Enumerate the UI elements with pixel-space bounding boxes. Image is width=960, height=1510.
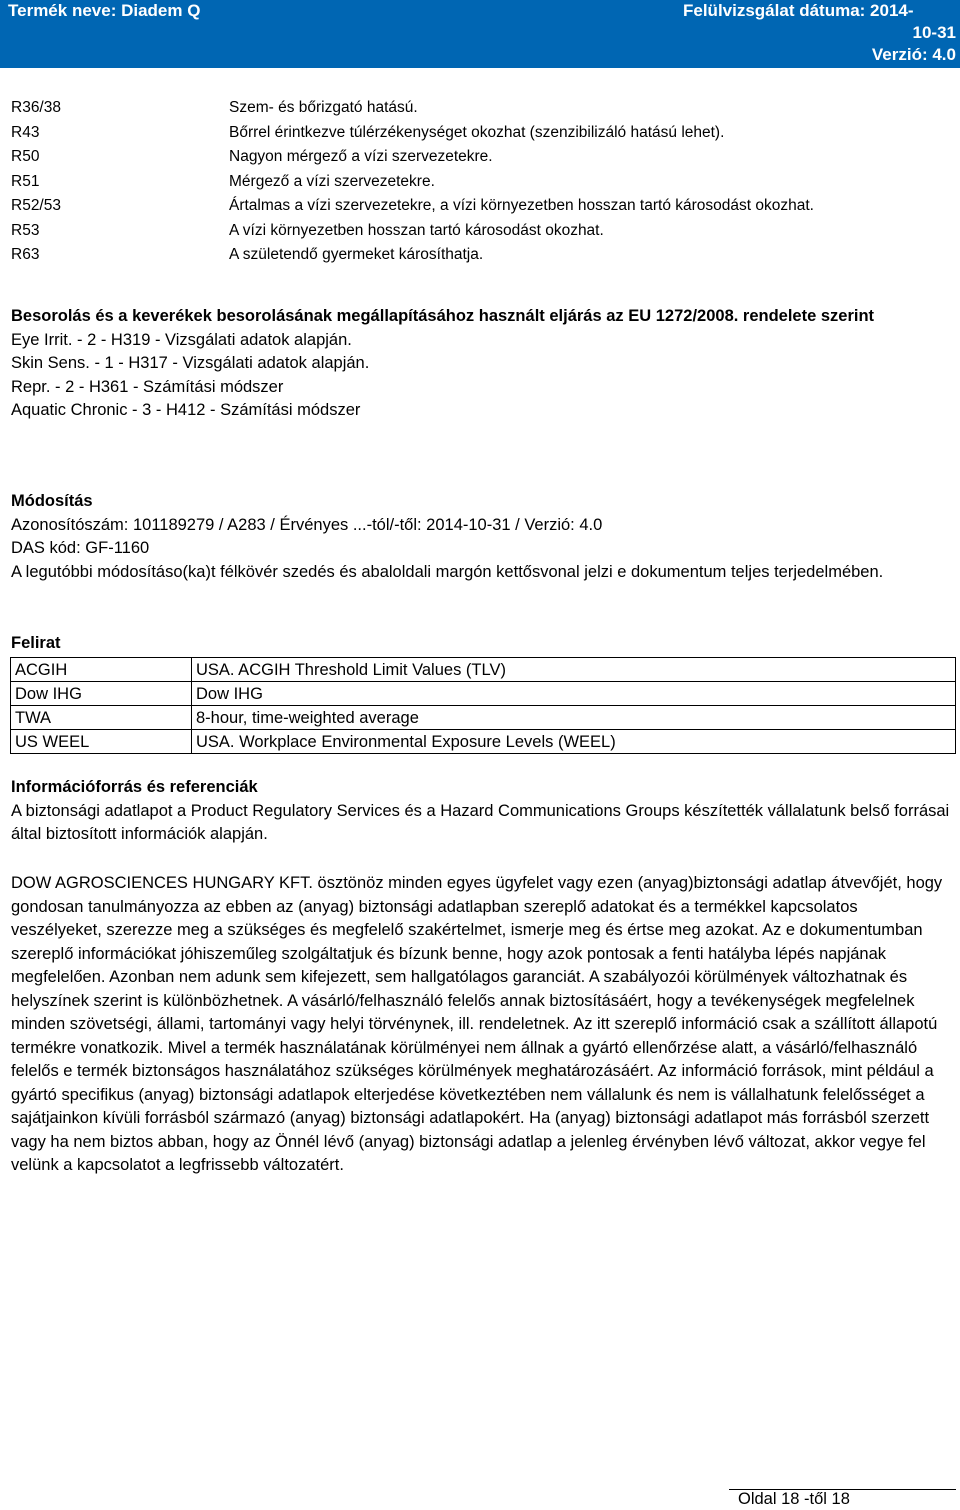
table-row [11, 658, 956, 682]
r-phrase-code: R63 [11, 246, 40, 263]
abbr-cell: US WEEL [11, 730, 192, 754]
r-phrase-row [11, 194, 951, 219]
meaning-cell: USA. Workplace Environmental Exposure Levels (WEEL) [192, 730, 956, 754]
r-phrase-text: A születendő gyermeket károsíthatja. [229, 246, 484, 263]
r-phrase-row [11, 121, 951, 146]
das-code: DAS kód: GF-1160 [11, 539, 150, 557]
table-row [11, 682, 956, 706]
r-phrase-row [11, 243, 951, 268]
r-phrase-row [11, 170, 951, 195]
modification-note: A legutóbbi módosításo(ka)t félkövér szedés és abaloldali margón kettősvonal jelzi e dokumentum teljes terjedelmében. [11, 562, 884, 581]
r-phrase-code: R52/53 [11, 197, 61, 214]
r-phrase-list [11, 96, 951, 268]
table-row [11, 706, 956, 730]
meaning-cell: 8-hour, time-weighted average [192, 706, 956, 730]
r-phrase-code: R36/38 [11, 99, 61, 116]
r-phrase-code: R50 [11, 148, 40, 165]
classification-line: Eye Irrit. - 2 - H319 - Vizsgálati adatok alapján. [11, 330, 352, 349]
sources-text: A biztonsági adatlapot a Product Regulatory Services és a Hazard Communications Groups készítették vállalatunk belső forrásai által biztosított információk alapján. [11, 801, 950, 843]
modification-id: Azonosítószám: 101189279 / A283 / Érvényes ...-tól/-től: 2014-10-31 / Verzió: 4.0 [11, 515, 603, 534]
r-phrase-code: R51 [11, 172, 40, 190]
classification-title: Besorolás és a keverékek besorolásának megállapításához használt eljárás az EU 1272/2008. rendelete szerint [11, 307, 875, 325]
r-phrase-text: Nagyon mérgező a vízi szervezetekre. [229, 148, 493, 165]
r-phrase-row [11, 219, 951, 244]
classification-section [11, 305, 951, 423]
modification-section [11, 490, 951, 584]
revision-date-cont: 10-31 [912, 23, 956, 42]
abbreviation-table [10, 657, 956, 754]
r-phrase-text: A vízi környezetben hosszan tartó károsodást okozhat. [229, 221, 604, 239]
classification-line: Aquatic Chronic - 3 - H412 - Számítási módszer [11, 401, 361, 419]
r-phrase-row [11, 96, 951, 121]
r-phrase-text: Mérgező a vízi szervezetekre. [229, 172, 435, 190]
product-name: Termék neve: Diadem Q [8, 1, 201, 20]
page-header [0, 0, 960, 68]
sources-section [11, 776, 951, 847]
r-phrase-code: R43 [11, 123, 40, 141]
abbr-cell: Dow IHG [11, 682, 192, 706]
modification-title: Módosítás [11, 492, 93, 510]
r-phrase-text: Ártalmas a vízi szervezetekre, a vízi környezetben hosszan tartó károsodást okozhat. [229, 197, 814, 214]
r-phrase-row [11, 145, 951, 170]
revision-date: Felülvizsgálat dátuma: 2014- [683, 1, 914, 20]
disclaimer-section [11, 872, 951, 1178]
sources-title: Információforrás és referenciák [11, 778, 258, 796]
legend-title: Felirat [11, 634, 61, 652]
classification-line: Skin Sens. - 1 - H317 - Vizsgálati adatok alapján. [11, 354, 370, 372]
legend-heading [11, 632, 951, 656]
version: Verzió: 4.0 [871, 45, 956, 64]
meaning-cell: USA. ACGIH Threshold Limit Values (TLV) [192, 658, 956, 682]
page-number: Oldal 18 -től 18 [738, 1490, 850, 1508]
r-phrase-text: Szem- és bőrizgató hatású. [229, 99, 418, 116]
meaning-cell: Dow IHG [192, 682, 956, 706]
disclaimer-text: DOW AGROSCIENCES HUNGARY KFT. ösztönöz minden egyes ügyfelet vagy ezen (anyag)biztonsági adatlap átvevőjét, hogy gondosan tanulmányozza az ebben az (anyag) biztonsági adatlapban szereplő adatokat és a termékkel kapcsolatos veszélyeket, szerezze meg a szükséges és megfelelő szakértelmet, ismerje meg és értse meg azokat. Az e dokumentumban szereplő információkat jóhiszeműleg szolgáltatjuk és bízunk benne, hogy azok pontosak a fenti hatályba lépés napjának megfelelően. Azonban nem adunk sem kifejezett, sem hallgatólagos garanciát. A szabályozói körülmények változhatnak és helyszínek szerint is különbözhetnek. A vásárló/felhasználó felelős annak biztosításáért, hogy a tevékenységek megfelelnek minden szövetségi, állami, tartományi vagy helyi törvénynek, ill. rendeletnek. Az itt szereplő információ csak a szállított állapotú termékre vonatkozik. Mivel a termék használatának körülményei nem állnak a gyártó ellenőrzése alatt, a vásárló/felhasználó felelős e termék biztonságos használatához szükséges körülmények meghatározásáért. Az információ források, mint például a gyártó specifikus (anyag) biztonsági adatlapok elterjedése következtében nem vállalunk és nem is vállalhatunk felelősséget a sajátjainkon kívüli forrásból származó (anyag) biztonsági adatlapokért. Ha (anyag) biztonsági adatlapot más forrásból szerzett vagy ha nem biztos abban, hogy az Önnél lévő (anyag) biztonsági adatlap a jelenleg érvényben lévő változat, akkor vegye fel velünk a kapcsolatot a legfrissebb változatért. [11, 874, 943, 1174]
classification-line: Repr. - 2 - H361 - Számítási módszer [11, 377, 284, 396]
table-row [11, 730, 956, 754]
abbr-cell: ACGIH [11, 658, 192, 682]
r-phrase-code: R53 [11, 221, 40, 239]
r-phrase-text: Bőrrel érintkezve túlérzékenységet okozhat (szenzibilizáló hatású lehet). [229, 123, 725, 141]
abbr-cell: TWA [11, 706, 192, 730]
